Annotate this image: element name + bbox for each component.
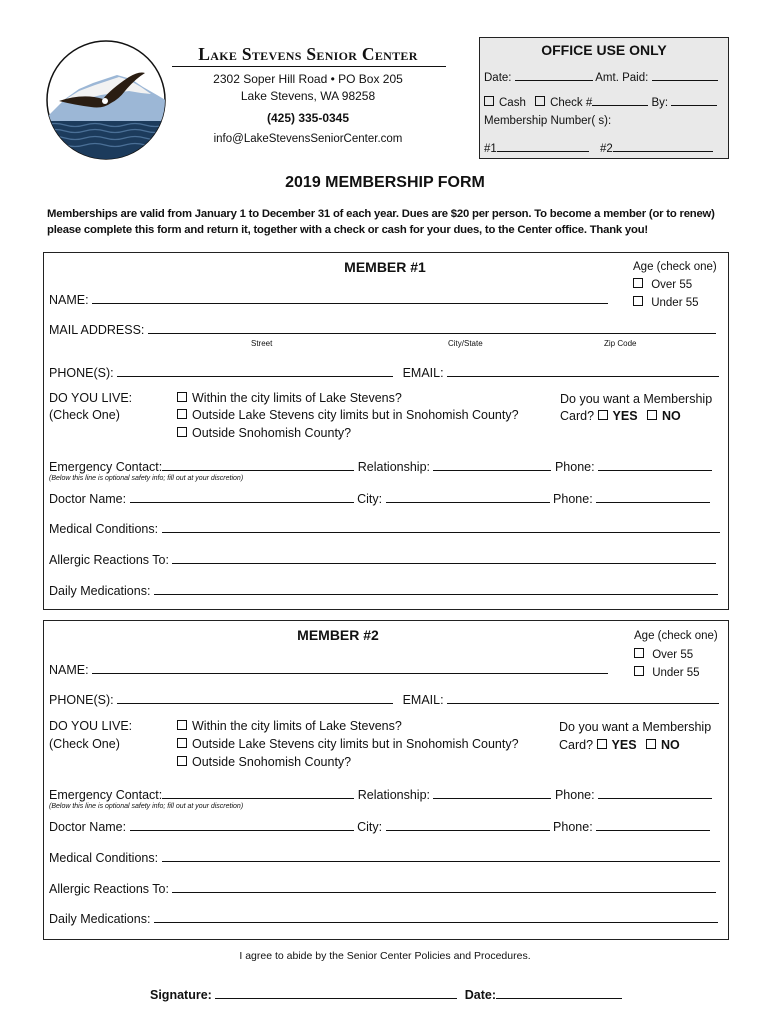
office-membership-number-label: Membership Number( s): <box>484 115 612 127</box>
member-2-card-no-label: NO <box>661 738 680 752</box>
member-2-optional-note: (Below this line is optional safety info; fill out at your discretion) <box>49 803 244 810</box>
member-2-age-label: Age (check one) <box>634 630 718 642</box>
member-2-live-opt3-checkbox[interactable] <box>177 756 187 766</box>
member-1-name-label: NAME: <box>49 293 89 307</box>
form-title: 2019 MEMBERSHIP FORM <box>285 174 485 191</box>
office-by-label: By: <box>651 97 669 109</box>
member-1-street-label: Street <box>251 339 273 348</box>
member-1-medical-label: Medical Conditions: <box>49 522 159 536</box>
member-1-card-no-checkbox[interactable] <box>647 410 657 420</box>
address-line-2: Lake Stevens, WA 98258 <box>240 89 376 103</box>
member-1-live-opt1-label: Within the city limits of Lake Stevens? <box>192 391 402 405</box>
office-check-number-field[interactable] <box>592 92 648 106</box>
address-line-1: 2302 Soper Hill Road • PO Box 205 <box>213 72 403 86</box>
member-1-over55-checkbox[interactable] <box>633 278 643 288</box>
member-1-checkone-label: (Check One) <box>49 408 120 422</box>
member-2-email-field[interactable] <box>447 690 719 704</box>
member-1-doctor-field[interactable] <box>130 489 354 503</box>
office-cash-checkbox[interactable] <box>484 96 494 106</box>
member-2-doctor-phone-field[interactable] <box>596 817 710 831</box>
office-amt-paid-field[interactable] <box>652 67 718 81</box>
member-1-live-opt1-checkbox[interactable] <box>177 392 187 402</box>
member-1-city-label: City: <box>357 492 383 506</box>
member-2-over55-label: Over 55 <box>652 649 694 661</box>
member-2-checkone-label: (Check One) <box>49 737 120 751</box>
office-by-field[interactable] <box>671 92 717 106</box>
member-1-email-field[interactable] <box>447 363 719 377</box>
member-1-emergency-label: Emergency Contact: <box>49 460 163 474</box>
member-1-phone-field[interactable] <box>117 363 393 377</box>
member-1-mail-field[interactable] <box>148 320 716 334</box>
member-2-phone-label: PHONE(S): <box>49 693 114 707</box>
member-1-over55-label: Over 55 <box>651 279 693 291</box>
member-2-emergency-phone-label: Phone: <box>554 788 595 802</box>
member-1-allergic-field[interactable] <box>172 550 716 564</box>
signature-label: Signature: <box>150 988 212 1002</box>
member-1-card-no-label: NO <box>662 409 681 423</box>
member-1-doctor-phone-field[interactable] <box>596 489 710 503</box>
office-date-label: Date: <box>484 72 512 84</box>
member-1-emergency-phone-label: Phone: <box>554 460 595 474</box>
member-1-doctor-phone-label: Phone: <box>553 492 593 506</box>
member-2-medications-field[interactable] <box>154 909 718 923</box>
office-date-field[interactable] <box>515 67 593 81</box>
member-1-doctor-label: Doctor Name: <box>49 492 127 506</box>
member-2-medical-field[interactable] <box>162 848 720 862</box>
member-1-citystate-label: City/State <box>448 339 483 348</box>
member-1-live-label: DO YOU LIVE: <box>49 391 133 405</box>
member-2-card-no-checkbox[interactable] <box>646 739 656 749</box>
member-2-phone-field[interactable] <box>117 690 393 704</box>
header-email[interactable]: info@LakeStevensSeniorCenter.com <box>213 133 403 145</box>
member-1-phone-label: PHONE(S): <box>49 366 114 380</box>
member-1-relationship-field[interactable] <box>433 457 551 471</box>
member-2-card-question: Do you want a Membership <box>559 720 712 734</box>
member-1-mail-label: MAIL ADDRESS: <box>49 323 145 337</box>
member-2-card-yes-label: YES <box>611 738 637 752</box>
office-cash-label: Cash <box>499 97 526 109</box>
org-name: Lake Stevens Senior Center <box>198 44 418 64</box>
member-2-doctor-phone-label: Phone: <box>553 820 593 834</box>
eagle-over-lake-logo-icon <box>45 39 167 161</box>
member-2-name-field[interactable] <box>92 660 608 674</box>
member-2-medical-label: Medical Conditions: <box>49 851 159 865</box>
member-1-card-label: Card? <box>560 409 595 423</box>
member-2-emergency-phone-field[interactable] <box>598 785 712 799</box>
member-1-email-label: EMAIL: <box>402 366 444 380</box>
member-1-medical-field[interactable] <box>162 519 720 533</box>
member-2-live-opt1-checkbox[interactable] <box>177 720 187 730</box>
member-2-live-opt2-checkbox[interactable] <box>177 738 187 748</box>
member-1-live-opt2-label: Outside Lake Stevens city limits but in Snohomish County? <box>192 408 519 422</box>
office-use-box <box>479 37 729 159</box>
member-2-live-label: DO YOU LIVE: <box>49 719 133 733</box>
member-1-under55-checkbox[interactable] <box>633 296 643 306</box>
member-1-optional-note: (Below this line is optional safety info; fill out at your discretion) <box>49 475 244 482</box>
member-1-card-yes-label: YES <box>612 409 638 423</box>
office-num2-label: #2 <box>600 143 613 155</box>
member-1-emergency-field[interactable] <box>162 457 354 471</box>
member-2-medications-label: Daily Medications: <box>49 912 151 926</box>
office-num2-field[interactable] <box>613 138 713 152</box>
member-1-city-field[interactable] <box>386 489 550 503</box>
member-2-emergency-label: Emergency Contact: <box>49 788 163 802</box>
office-num1-field[interactable] <box>497 138 589 152</box>
member-2-doctor-field[interactable] <box>130 817 354 831</box>
member-1-zip-label: Zip Code <box>604 339 637 348</box>
office-check-label: Check # <box>550 97 593 109</box>
member-1-medications-label: Daily Medications: <box>49 584 151 598</box>
member-2-card-label: Card? <box>559 738 594 752</box>
member-1-live-opt3-checkbox[interactable] <box>177 427 187 437</box>
member-1-relationship-label: Relationship: <box>357 460 430 474</box>
member-1-emergency-phone-field[interactable] <box>598 457 712 471</box>
agreement-text: I agree to abide by the Senior Center Policies and Procedures. <box>239 950 531 962</box>
member-2-relationship-label: Relationship: <box>357 788 430 802</box>
member-2-doctor-label: Doctor Name: <box>49 820 127 834</box>
member-1-age-label: Age (check one) <box>633 261 717 273</box>
member-2-live-opt2-label: Outside Lake Stevens city limits but in Snohomish County? <box>192 737 519 751</box>
office-amt-paid-label: Amt. Paid: <box>595 72 649 84</box>
office-num1-label: #1 <box>484 143 497 155</box>
member-2-allergic-field[interactable] <box>172 879 716 893</box>
member-1-card-yes-checkbox[interactable] <box>598 410 608 420</box>
member-1-medications-field[interactable] <box>154 581 718 595</box>
member-2-city-field[interactable] <box>386 817 550 831</box>
member-1-live-opt3-label: Outside Snohomish County? <box>192 426 352 440</box>
member-2-live-opt3-label: Outside Snohomish County? <box>192 755 352 769</box>
member-1-live-opt2-checkbox[interactable] <box>177 409 187 419</box>
intro-text: Memberships are valid from January 1 to December 31 of each year. Dues are $20 per person. To become a member (or to renew) please complete this form and return it, together with a check or cash for your dues, to the Center office. Thank you! <box>47 208 715 236</box>
header-phone: (425) 335-0345 <box>266 111 350 125</box>
member-2-relationship-field[interactable] <box>433 785 551 799</box>
member-2-name-label: NAME: <box>49 663 89 677</box>
member-2-over55-checkbox[interactable] <box>634 648 644 658</box>
signature-field[interactable] <box>215 985 457 999</box>
date-label: Date: <box>464 988 497 1002</box>
member-2-under55-label: Under 55 <box>652 667 700 679</box>
member-2-card-yes-checkbox[interactable] <box>597 739 607 749</box>
member-2-city-label: City: <box>357 820 383 834</box>
member-2-title: MEMBER #2 <box>297 627 379 643</box>
member-2-email-label: EMAIL: <box>402 693 444 707</box>
header-rule <box>172 66 446 67</box>
date-field[interactable] <box>496 985 622 999</box>
member-1-title: MEMBER #1 <box>344 259 426 275</box>
office-check-checkbox[interactable] <box>535 96 545 106</box>
member-1-card-question: Do you want a Membership <box>560 392 713 406</box>
member-1-name-field[interactable] <box>92 290 608 304</box>
member-1-allergic-label: Allergic Reactions To: <box>49 553 169 567</box>
member-1-under55-label: Under 55 <box>651 297 699 309</box>
org-logo <box>45 39 167 161</box>
office-use-title: OFFICE USE ONLY <box>541 42 667 58</box>
member-2-allergic-label: Allergic Reactions To: <box>49 882 169 896</box>
member-2-emergency-field[interactable] <box>162 785 354 799</box>
member-2-under55-checkbox[interactable] <box>634 666 644 676</box>
member-2-live-opt1-label: Within the city limits of Lake Stevens? <box>192 719 402 733</box>
